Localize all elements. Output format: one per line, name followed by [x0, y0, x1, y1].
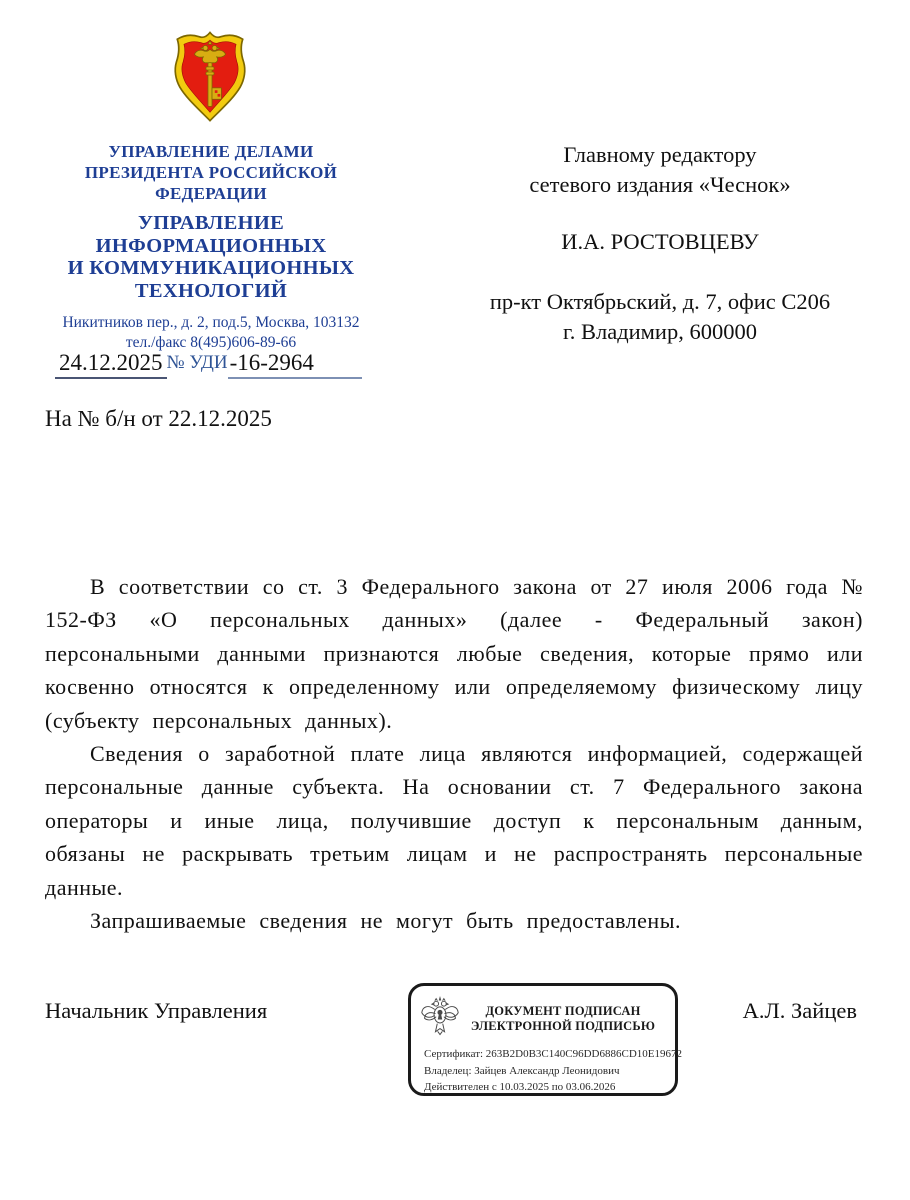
stamp-title: [461, 994, 665, 1034]
recipient-address-line: г. Владимир, 600000: [563, 319, 757, 344]
body-paragraph: Сведения о заработной плате лица являются информацией, содержащей персональные данные субъекта. На основании ст. 7 Федерального закона операторы и иные лица, получившие доступ к персональным данным, обязаны не раскрывать третьим лицам и не распространять персональные данные.: [45, 741, 863, 900]
org-name-line: И КОММУНИКАЦИОННЫХ: [67, 257, 355, 279]
stamp-validity: Действителен с 10.03.2025 по 03.06.2026: [424, 1081, 616, 1093]
signer-name: А.Л. Зайцев: [742, 998, 857, 1023]
stamp-title-line: ЭЛЕКТРОННОЙ ПОДПИСЬЮ: [470, 1019, 656, 1033]
letter-body: [45, 570, 863, 937]
outgoing-number-prefix: № УДИ: [166, 352, 228, 373]
stamp-header: [411, 986, 675, 1040]
body-paragraph: В соответствии со ст. 3 Федерального закона от 27 июля 2006 года № 152-ФЗ «О персональных данных» (далее - Федеральный закон) персональными данными признаются любые сведения, которые прямо или косвенно относятся к определенному или определяемому физическому лицу (субъекту персональных данных).: [45, 574, 863, 733]
signer-position: Начальник Управления: [45, 998, 268, 1023]
body-paragraph: Запрашиваемые сведения не могут быть предоставлены.: [90, 908, 681, 934]
stamp-details: [411, 1040, 682, 1096]
recipient-address-line: пр-кт Октябрьский, д. 7, офис С206: [489, 289, 831, 314]
coat-of-arms-icon: [168, 30, 252, 124]
outgoing-number: -16-2964: [228, 350, 362, 379]
electronic-signature-stamp: [408, 983, 682, 1096]
parent-organization-name: [35, 141, 387, 204]
outgoing-date: 24.12.2025: [55, 350, 167, 379]
incoming-reference-line: На № б/н от 22.12.2025: [45, 406, 272, 431]
double-headed-eagle-icon: [419, 994, 461, 1040]
recipient-title-line: Главному редактору: [563, 142, 757, 167]
org-name-line: ИНФОРМАЦИОННЫХ: [95, 234, 327, 257]
outgoing-reference-line: [55, 350, 362, 376]
parent-org-line: УПРАВЛЕНИЕ ДЕЛАМИ: [108, 142, 314, 161]
stamp-certificate: Сертификат: 263B2D0B3C140C96DD6886CD10E19672: [424, 1048, 682, 1060]
recipient-title-line: сетевого издания «Чеснок»: [529, 172, 791, 197]
recipient-block: [440, 140, 880, 347]
letterhead: [35, 141, 387, 353]
org-name-line: УПРАВЛЕНИЕ: [137, 212, 285, 234]
organization-phone: тел./факс 8(495)606-89-66: [125, 334, 297, 351]
organization-address: Никитников пер., д. 2, под.5, Москва, 103132: [62, 314, 360, 331]
stamp-title-line: ДОКУМЕНТ ПОДПИСАН: [485, 1004, 641, 1018]
parent-org-line: ПРЕЗИДЕНТА РОССИЙСКОЙ ФЕДЕРАЦИИ: [84, 163, 338, 203]
organization-contacts: [35, 313, 387, 353]
organization-name: [35, 212, 387, 302]
org-name-line: ТЕХНОЛОГИЙ: [134, 279, 288, 302]
stamp-owner: Владелец: Зайцев Александр Леонидович: [424, 1064, 620, 1077]
recipient-name: И.А. РОСТОВЦЕВУ: [561, 229, 759, 254]
